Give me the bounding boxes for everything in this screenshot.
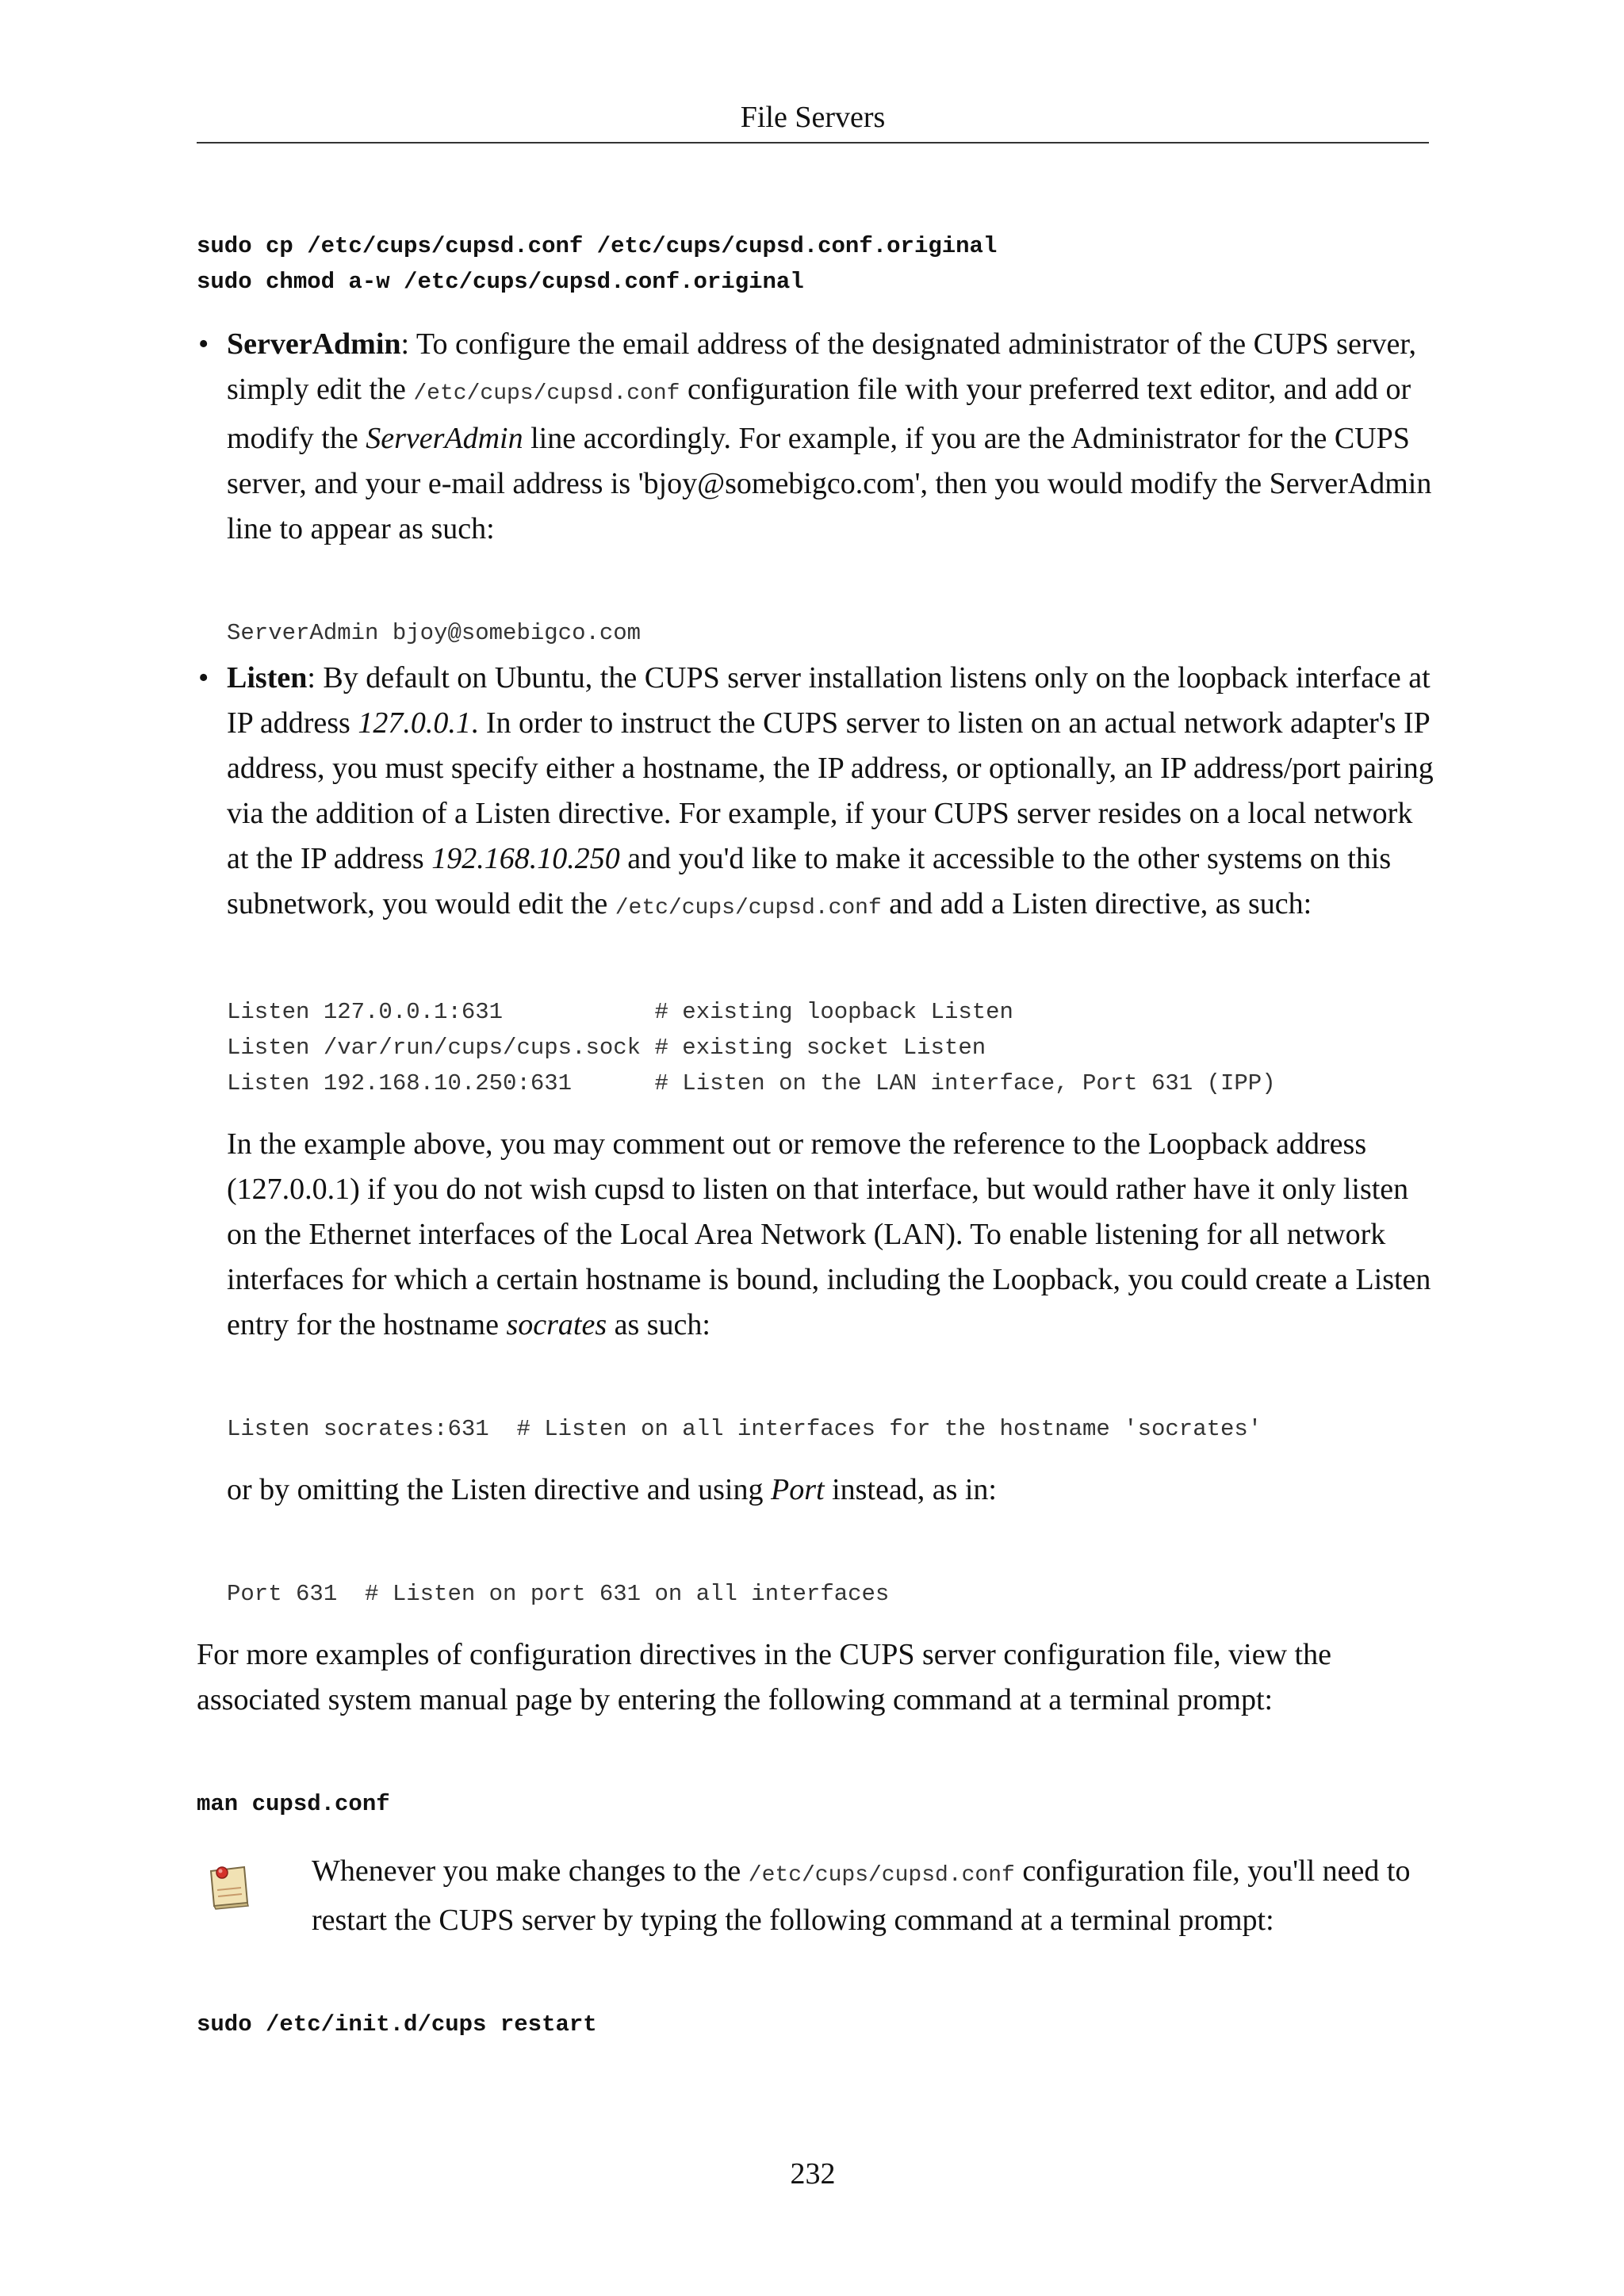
port-word: Port xyxy=(771,1473,825,1506)
hostname-listen-code: Listen socrates:631 # Listen on all interfaces for the hostname 'socrates' xyxy=(227,1416,1262,1442)
restart-command: sudo /etc/init.d/cups restart xyxy=(197,2011,597,2038)
listen-term: Listen xyxy=(227,661,308,695)
man-command: man cupsd.conf xyxy=(197,1791,390,1817)
config-path: /etc/cups/cupsd.conf xyxy=(748,1863,1015,1888)
hostname: socrates xyxy=(506,1308,607,1341)
listen-code-line: Listen 127.0.0.1:631 # existing loopback Listen xyxy=(227,999,1013,1025)
listen-code-line: Listen 192.168.10.250:631 # Listen on the LAN interface, Port 631 (IPP) xyxy=(227,1070,1276,1096)
listen-example-paragraph: In the example above, you may comment out or remove the reference to the Loopback address (127.0.0.1) if you do not wish cupsd to listen on that interface, but would rather have it only listen on the Ethernet interfaces of the Local Area Network (LAN). To enable listening for all network interfaces for which a certain hostname is bound, including the Loopback, you could create a Listen entry for the hostname socrates as such: xyxy=(227,1127,1431,1341)
backup-command-2: sudo chmod a-w /etc/cups/cupsd.conf.original xyxy=(197,269,804,295)
listen-code-block xyxy=(227,994,1434,1101)
loopback-ip: 127.0.0.1 xyxy=(358,706,471,740)
listen-paragraph: Listen: By default on Ubuntu, the CUPS server installation listens only on the loopback interface at IP address 127.0.0.1. In order to instruct the CUPS server to listen on an actual network adapter's IP address, you must specify either a hostname, the IP address, or optionally, an IP address/port pairing via the addition of a Listen directive. For example, if your CUPS server resides on a local network at the IP address 192.168.10.250 and you'd like to make it accessible to the other systems on this subnetwork, you would edit the /etc/cups/cupsd.conf and add a Listen directive, as such: xyxy=(227,661,1434,920)
serveradmin-directive: ServerAdmin xyxy=(366,422,523,455)
page-content xyxy=(197,228,1434,2042)
backup-command-1: sudo cp /etc/cups/cupsd.conf /etc/cups/cupsd.conf.original xyxy=(197,233,998,259)
config-path: /etc/cups/cupsd.conf xyxy=(413,381,680,406)
note-icon xyxy=(206,1860,252,1911)
listen-bullet xyxy=(197,656,1434,1612)
note-box xyxy=(197,1849,1434,1943)
lan-ip: 192.168.10.250 xyxy=(431,842,620,875)
serveradmin-paragraph: ServerAdmin: To configure the email address of the designated administrator of the CUPS server, simply edit the /etc/cups/cupsd.conf configuration file with your preferred text editor, and add or modify the ServerAdmin line accordingly. For example, if you are the Administrator for the CUPS server, and your e-mail address is 'bjoy@somebigco.com', then you would modify the ServerAdmin line to appear as such: xyxy=(227,327,1432,545)
more-examples-paragraph: For more examples of configuration directives in the CUPS server configuration file, view the associated system manual page by entering the following command at a terminal prompt: xyxy=(197,1638,1331,1716)
header-rule xyxy=(197,142,1429,144)
serveradmin-term: ServerAdmin xyxy=(227,327,401,361)
config-path: /etc/cups/cupsd.conf xyxy=(615,896,882,920)
note-text: Whenever you make changes to the /etc/cups/cupsd.conf configuration file, you'll need to restart the CUPS server by typing the following command at a terminal prompt: xyxy=(312,1854,1411,1937)
page-number: 232 xyxy=(790,2157,836,2191)
port-code: Port 631 # Listen on port 631 on all interfaces xyxy=(227,1581,890,1607)
bullet-mark: • xyxy=(198,327,209,361)
serveradmin-bullet xyxy=(197,322,1434,651)
port-paragraph: or by omitting the Listen directive and using Port instead, as in: xyxy=(227,1473,997,1506)
bullet-mark: • xyxy=(198,661,209,695)
page-header: File Servers xyxy=(740,101,886,134)
serveradmin-code: ServerAdmin bjoy@somebigco.com xyxy=(227,620,642,646)
listen-code-line: Listen /var/run/cups/cups.sock # existing socket Listen xyxy=(227,1035,986,1061)
